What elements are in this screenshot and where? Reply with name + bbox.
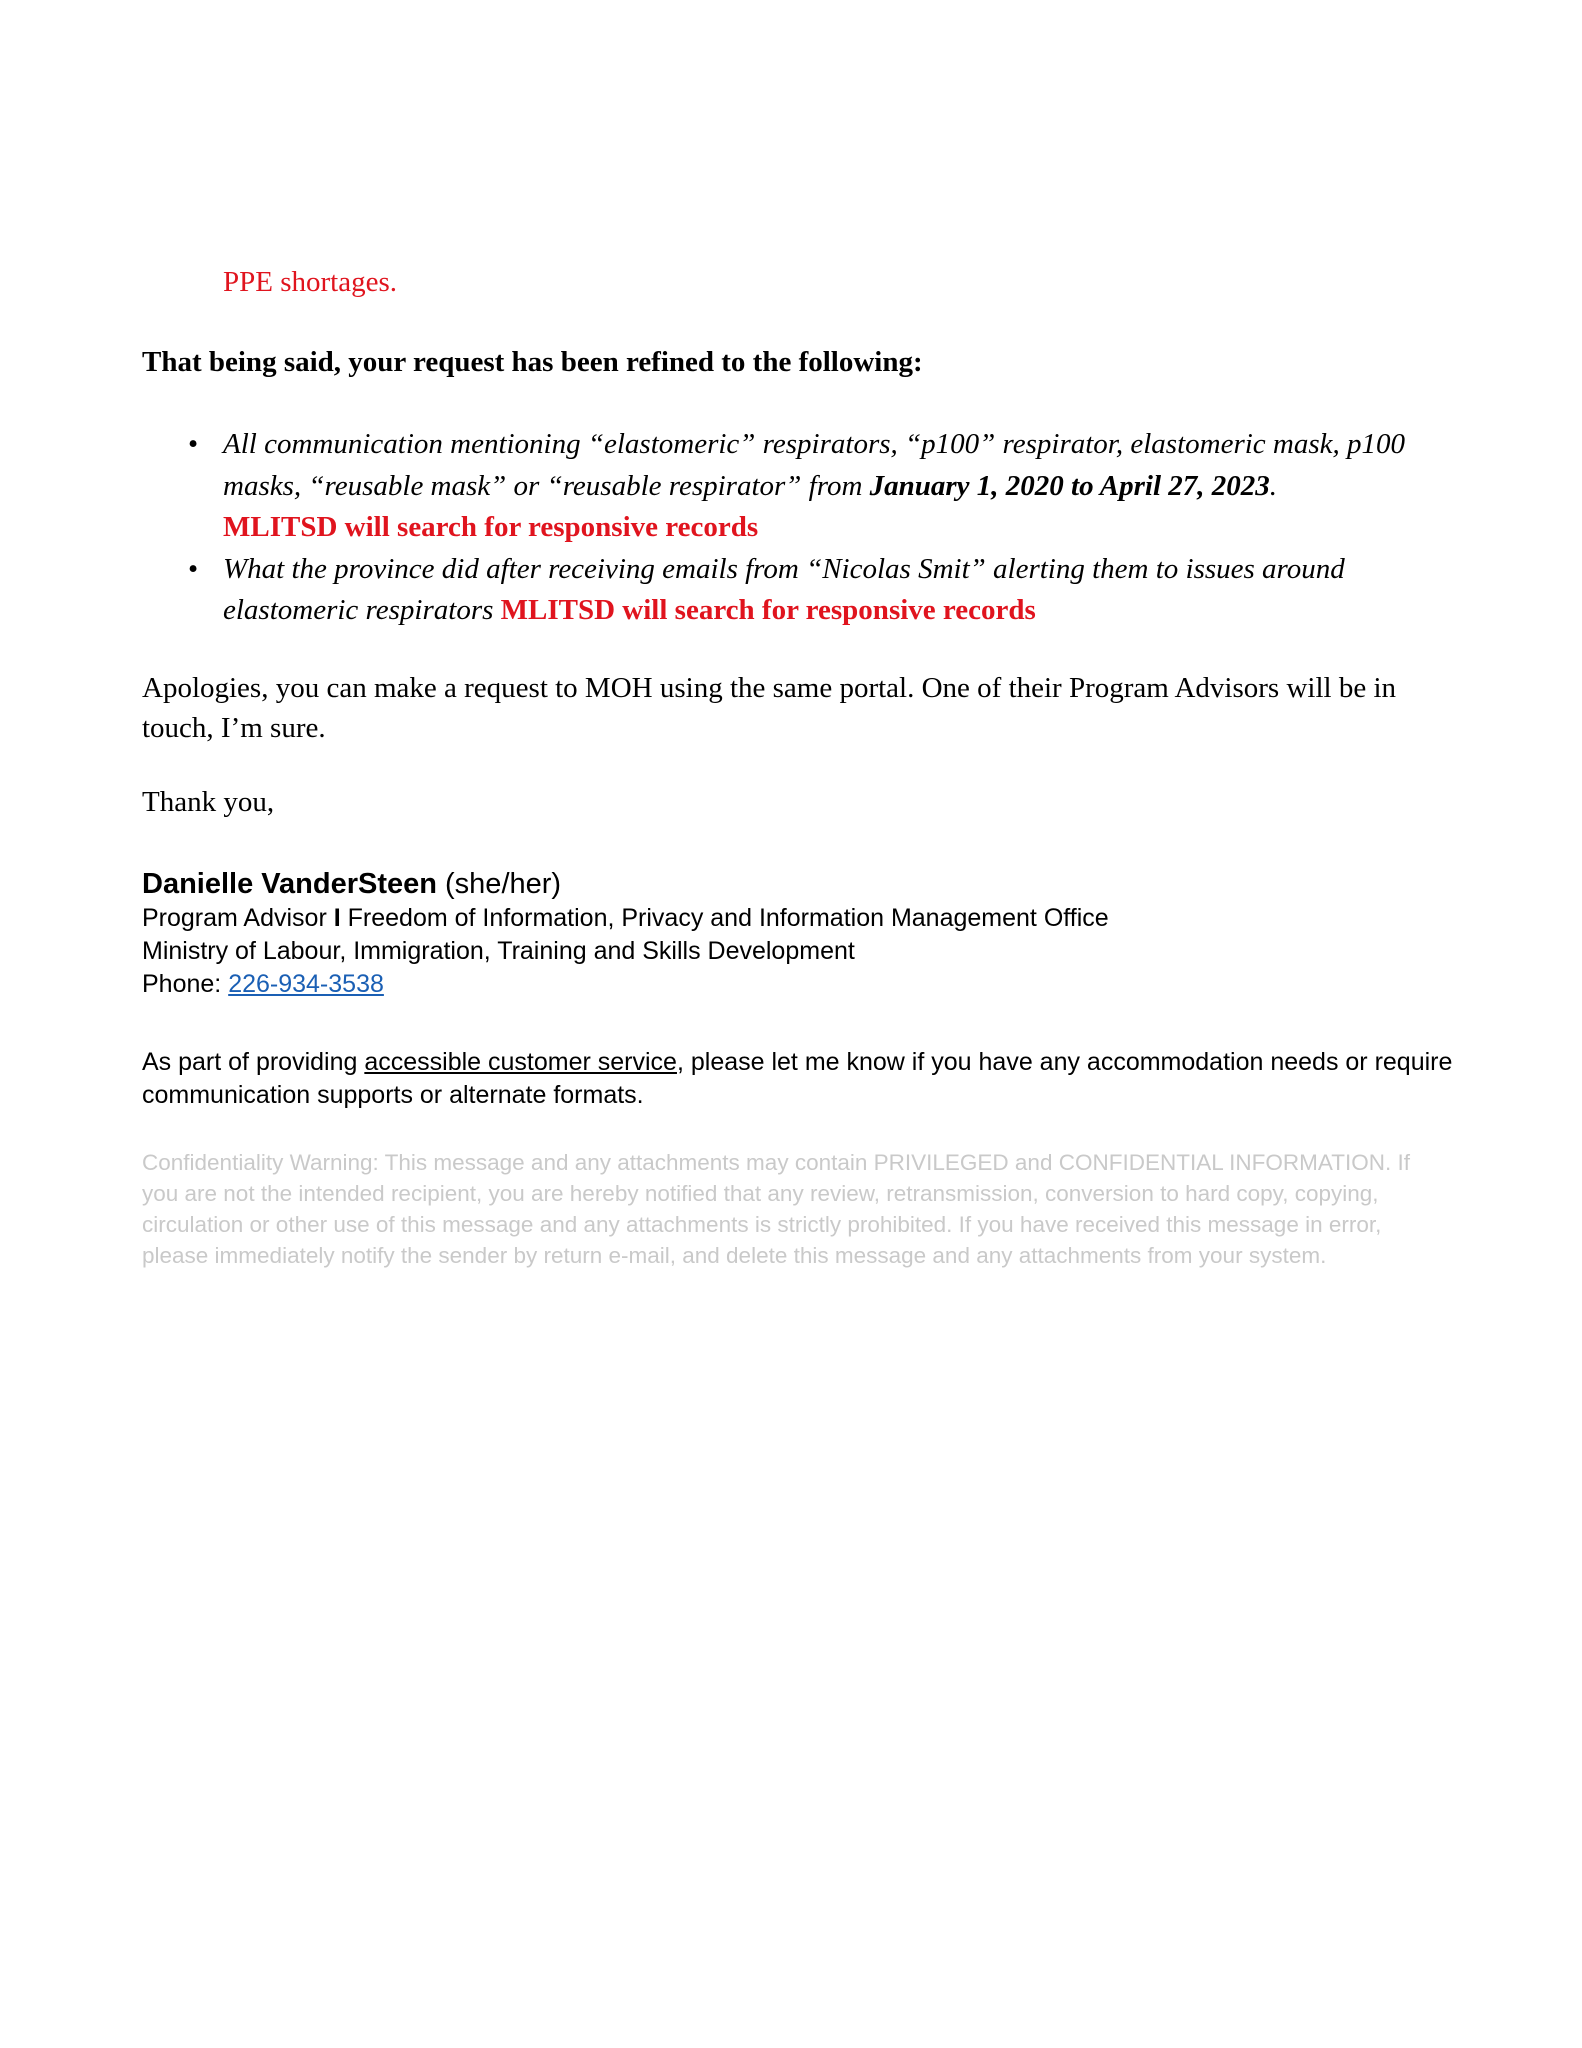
request-text: What the province did after receiving emails from “Nicolas Smit” alerting them to issues around elastomeric respirators (223, 552, 1345, 626)
signature-name: Danielle VanderSteen (142, 868, 437, 900)
accessible-service-link[interactable]: accessible customer service (364, 1048, 677, 1076)
search-note: MLITSD will search for responsive records (500, 594, 1036, 626)
signature-separator: I (333, 904, 341, 932)
bullet-icon: • (188, 552, 199, 585)
email-signature (142, 866, 1462, 1001)
signature-name-line (142, 866, 1462, 902)
request-text-end: . (1269, 469, 1278, 502)
list-item (188, 424, 1453, 549)
request-text: All communication mentioning “elastomeric” respirators, “p100” respirator, elastomeric mask, p100 masks, “reusable mask” or “reusable respirator” from (223, 428, 1406, 502)
signature-title-office: Freedom of Information, Privacy and Information Management Office (340, 904, 1109, 932)
phone-label: Phone: (142, 970, 229, 998)
accessibility-paragraph (142, 1046, 1462, 1112)
phone-link[interactable]: 226-934-3538 (228, 970, 384, 998)
closing-line: Thank you, (142, 786, 275, 818)
accessibility-text-start: As part of providing (142, 1048, 365, 1076)
signature-title (142, 902, 1462, 935)
signature-title-role: Program Advisor (142, 904, 334, 932)
carry-over-text: PPE shortages. (223, 266, 397, 298)
search-note: MLITSD will search for responsive records (223, 511, 759, 543)
accessibility-text-end: , please let me know if you have any accommodation needs or require communication supports or alternate formats. (142, 1048, 1453, 1109)
list-item (188, 549, 1453, 632)
refined-request-list (188, 424, 1453, 632)
signature-phone-line (142, 968, 1462, 1001)
signature-ministry: Ministry of Labour, Immigration, Training and Skills Development (142, 937, 855, 965)
signature-pronouns: (she/her) (436, 868, 562, 900)
refined-request-heading: That being said, your request has been refined to the following: (142, 346, 923, 378)
apologies-paragraph: Apologies, you can make a request to MOH using the same portal. One of their Program Advisors will be in touch, I’m sure. (142, 672, 1397, 744)
confidentiality-warning: Confidentiality Warning: This message and any attachments may contain PRIVILEGED and CONFIDENTIAL INFORMATION. If you are not the intended recipient, you are hereby notified that any review, retransmission, conversion to hard copy, copying, circulation or other use of this message and any attachments is strictly prohibited. If you have received this message in error, please immediately notify the sender by return e-mail, and delete this message and any attachments from your system. (142, 1150, 1410, 1268)
request-date-range: January 1, 2020 to April 27, 2023 (869, 469, 1270, 502)
bullet-icon: • (188, 428, 199, 460)
